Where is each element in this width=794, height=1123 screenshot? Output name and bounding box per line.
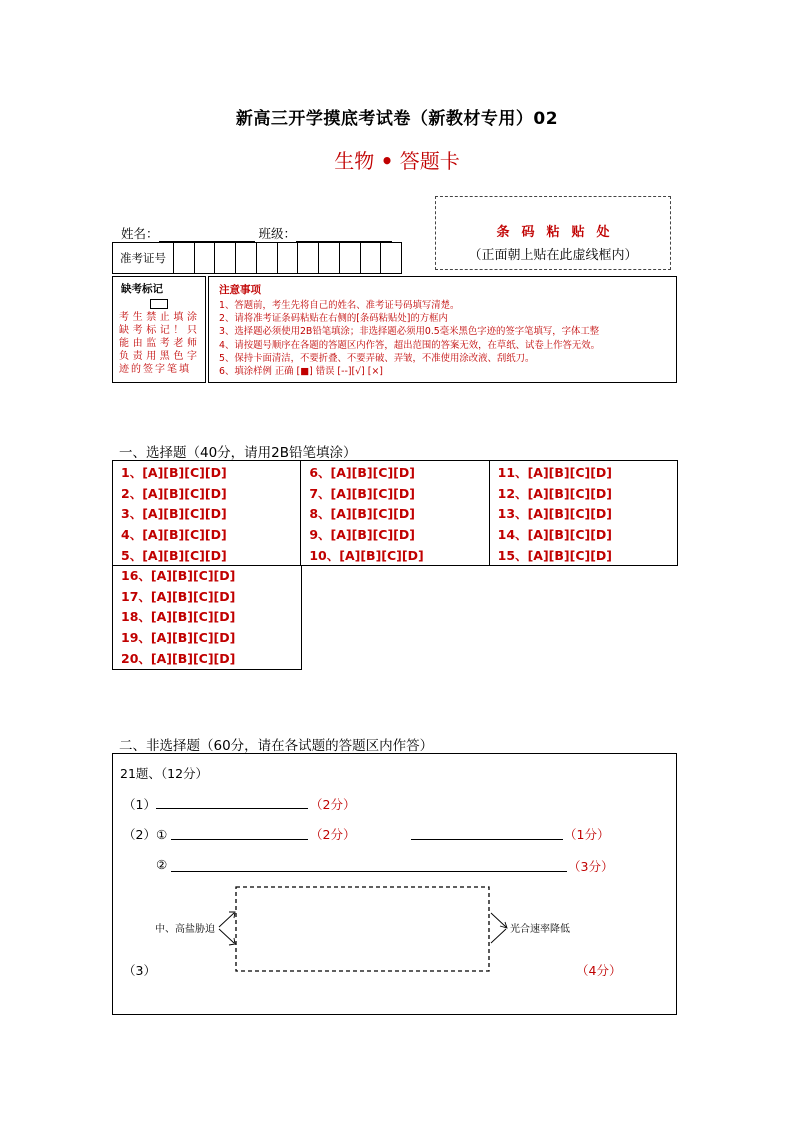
absent-mark-box bbox=[112, 276, 206, 383]
exam-title: 新高三开学摸底考试卷（新教材专用）02 bbox=[235, 109, 559, 129]
barcode-area bbox=[435, 196, 671, 270]
card-type-label: 答题卡 bbox=[399, 149, 460, 173]
mcq-block-2 bbox=[112, 565, 302, 670]
p2c-label: ② bbox=[156, 857, 168, 872]
notice-item: 1、答题前，考生先将自己的姓名、准考证号码填写清楚。 bbox=[219, 300, 460, 311]
p2c-answer-line[interactable] bbox=[171, 871, 567, 872]
ticket-digit-cell[interactable] bbox=[381, 243, 401, 273]
notice-item: 5、保持卡面清洁，不要折叠、不要弄破、弄皱，不准使用涂改液、刮纸刀。 bbox=[219, 352, 535, 364]
barcode-instruction: （正面朝上贴在此虚线框内） bbox=[468, 248, 638, 263]
mcq-row[interactable]: 13、[A][B][C][D] bbox=[497, 506, 613, 522]
mcq-row[interactable]: 12、[A][B][C][D] bbox=[497, 485, 613, 501]
ticket-digit-cell[interactable] bbox=[340, 243, 361, 273]
section1-title: 一、选择题（40分，请用2B铅笔填涂） bbox=[119, 445, 357, 461]
p3-answer-box[interactable] bbox=[236, 887, 489, 971]
name-class-line bbox=[121, 224, 392, 242]
mcq-row[interactable]: 3、[A][B][C][D] bbox=[121, 506, 227, 522]
notice-item: 2、请将准考证条码粘贴在右侧的[条码粘贴处]的方框内 bbox=[219, 313, 448, 325]
ticket-digit-cell[interactable] bbox=[257, 243, 278, 273]
notice-box bbox=[208, 276, 677, 383]
q21-title: 21题、（12分） bbox=[120, 766, 209, 781]
mcq-row[interactable]: 4、[A][B][C][D] bbox=[121, 527, 227, 543]
p3-score: （4分） bbox=[576, 963, 622, 978]
ticket-digit-cell[interactable] bbox=[319, 243, 340, 273]
notice-list bbox=[219, 299, 676, 378]
mcq-row[interactable]: 11、[A][B][C][D] bbox=[497, 465, 613, 480]
mcq-row[interactable]: 9、[A][B][C][D] bbox=[309, 527, 415, 543]
ticket-digit-cell[interactable] bbox=[236, 243, 257, 273]
mcq-column bbox=[300, 461, 488, 565]
ticket-digit-cell[interactable] bbox=[174, 243, 195, 273]
subject-label: 生物 bbox=[334, 149, 375, 173]
class-label: 班级： bbox=[258, 226, 297, 241]
p2-label: （2）① bbox=[123, 827, 168, 842]
ticket-label: 准考证号 bbox=[113, 243, 174, 273]
mcq-row[interactable]: 19、[A][B][C][D] bbox=[121, 630, 236, 646]
p1-label: （1） bbox=[123, 797, 156, 812]
ticket-number-grid bbox=[112, 242, 402, 274]
p2b-score: （1分） bbox=[564, 827, 610, 842]
section2-title: 二、非选择题（60分，请在各试题的答题区内作答） bbox=[119, 738, 434, 754]
mcq-row[interactable]: 15、[A][B][C][D] bbox=[497, 547, 613, 563]
p1-answer-line[interactable] bbox=[156, 808, 308, 809]
mcq-row[interactable]: 18、[A][B][C][D] bbox=[121, 609, 236, 625]
class-field[interactable] bbox=[296, 227, 392, 242]
mcq-row[interactable]: 17、[A][B][C][D] bbox=[121, 588, 236, 604]
mcq-row[interactable]: 1、[A][B][C][D] bbox=[121, 465, 227, 480]
mcq-row[interactable]: 20、[A][B][C][D] bbox=[121, 650, 236, 666]
mcq-row[interactable]: 5、[A][B][C][D] bbox=[121, 547, 227, 563]
p2a-answer-line[interactable] bbox=[171, 839, 308, 840]
mcq-column bbox=[489, 461, 677, 565]
notice-title: 注意事项 bbox=[219, 284, 261, 296]
notice-item: 6、填涂样例 正确 [■] 错误 [--][√] [×] bbox=[219, 366, 383, 378]
essay-answer-box bbox=[112, 753, 677, 1015]
mcq-row[interactable]: 2、[A][B][C][D] bbox=[121, 485, 227, 501]
p1-score: （2分） bbox=[310, 797, 356, 812]
name-field[interactable] bbox=[159, 227, 255, 242]
ticket-digit-cell[interactable] bbox=[361, 243, 382, 273]
ticket-digit-cell[interactable] bbox=[278, 243, 299, 273]
p2c-score: （3分） bbox=[568, 859, 614, 874]
mcq-row[interactable]: 8、[A][B][C][D] bbox=[309, 506, 415, 522]
mcq-row[interactable]: 16、[A][B][C][D] bbox=[121, 568, 236, 583]
notice-item: 3、选择题必须使用2B铅笔填涂；非选择题必须用0.5毫米黑色字迹的签字笔填写，字体工整 bbox=[219, 326, 600, 338]
absent-checkbox[interactable] bbox=[150, 299, 168, 309]
subject-separator: • bbox=[380, 149, 394, 173]
barcode-title: 条码粘贴处 bbox=[496, 225, 622, 240]
p2a-score: （2分） bbox=[310, 827, 356, 842]
ticket-digit-cell[interactable] bbox=[298, 243, 319, 273]
mcq-row[interactable]: 6、[A][B][C][D] bbox=[309, 465, 415, 480]
mcq-row[interactable]: 10、[A][B][C][D] bbox=[309, 547, 424, 563]
ticket-digit-cell[interactable] bbox=[195, 243, 216, 273]
mcq-row[interactable]: 14、[A][B][C][D] bbox=[497, 527, 613, 543]
mcq-column bbox=[113, 461, 300, 565]
notice-item: 4、请按题号顺序在各题的答题区内作答，超出范围的答案无效，在草纸、试卷上作答无效。 bbox=[219, 339, 600, 351]
p2b-answer-line[interactable] bbox=[411, 839, 563, 840]
diagram-right-label: 光合速率降低 bbox=[510, 924, 570, 935]
absent-text: 考生禁止填涂缺考标记！只能由监考老师负责用黑色字迹的签字笔填 bbox=[119, 312, 199, 375]
mcq-row[interactable]: 7、[A][B][C][D] bbox=[309, 485, 415, 501]
mcq-block-1 bbox=[112, 460, 678, 566]
name-label: 姓名： bbox=[121, 226, 159, 241]
diagram-left-label: 中、高盐胁迫 bbox=[155, 924, 215, 935]
mcq-column bbox=[113, 565, 301, 669]
ticket-digit-cell[interactable] bbox=[215, 243, 236, 273]
p3-label: （3） bbox=[123, 963, 156, 978]
card-subtitle bbox=[0, 145, 794, 174]
absent-title: 缺考标记 bbox=[121, 283, 163, 295]
